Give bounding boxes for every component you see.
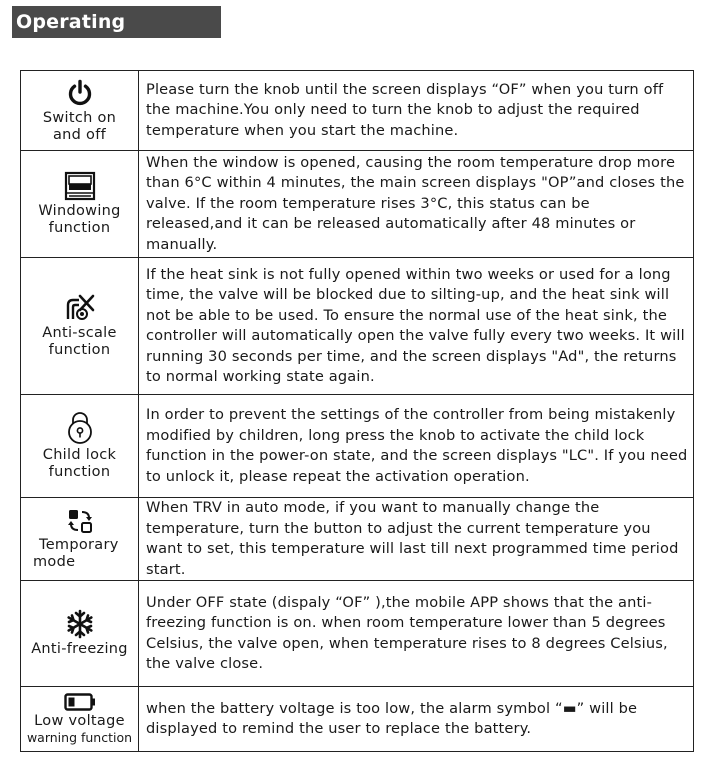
child-lock-icon — [65, 411, 95, 445]
window-icon — [64, 171, 96, 201]
feature-description: Under OFF state (dispaly “OF” ),the mobile APP shows that the anti-freezing function is on. when room temperature lower than 5 degrees Celsius, the valve open, when temperature rises to 8 degrees Celsius, the valve close. — [139, 581, 694, 687]
feature-name: Anti-scale function — [42, 325, 117, 358]
feature-name: Low voltage warning function — [26, 713, 133, 745]
feature-description: Please turn the knob until the screen displays “OF” when you turn off the machine.You only need to turn the knob to adjust the required temperature when you start the machine. — [139, 71, 694, 151]
page-title: Operating instruction — [12, 6, 221, 38]
power-icon — [65, 78, 95, 108]
feature-description: When TRV in auto mode, if you want to manually change the temperature, turn the button to adjust the current temperature you want to set, this temperature will last till next programmed time period start. — [139, 498, 694, 581]
feature-name: Anti-freezing — [31, 641, 128, 657]
table-row — [21, 498, 694, 581]
feature-label-cell — [21, 581, 139, 687]
low-battery-icon — [64, 693, 96, 711]
snowflake-icon — [65, 609, 95, 639]
table-row — [21, 151, 694, 258]
table-row — [21, 71, 694, 151]
instruction-table — [20, 70, 694, 752]
table-row — [21, 395, 694, 498]
feature-label-cell — [21, 498, 139, 581]
feature-description: when the battery voltage is too low, the alarm symbol “▬” will be displayed to remind the user to replace the battery. — [139, 687, 694, 752]
temporary-mode-icon — [66, 507, 94, 535]
feature-label-cell — [21, 687, 139, 752]
feature-description: When the window is opened, causing the room temperature drop more than 6°C within 4 minutes, the main screen displays "OP”and closes the valve. If the room temperature rises 3°C, this status can be released,and it can be released automatically after 48 minutes or manually. — [139, 151, 694, 258]
feature-label-cell — [21, 258, 139, 395]
feature-description: In order to prevent the settings of the controller from being mistakenly modified by children, long press the knob to activate the child lock function in the power-on state, and the screen displays "LC". If you need to unlock it, please repeat the activation operation. — [139, 395, 694, 498]
feature-name: Switch on and off — [42, 109, 117, 143]
table-row — [21, 687, 694, 752]
feature-name: Temporary mode — [33, 537, 119, 570]
feature-description: If the heat sink is not fully opened within two weeks or used for a long time, the valve will be blocked due to silting-up, and the heat sink will not be able to be used. To ensure the normal use of the heat sink, the controller will automatically open the valve fully every two weeks. It will running 30 seconds per time, and the screen displays "Ad", the returns to normal working state again. — [139, 258, 694, 395]
table-row — [21, 258, 694, 395]
anti-scale-icon — [64, 293, 96, 323]
feature-label-cell — [21, 151, 139, 258]
feature-label-cell — [21, 395, 139, 498]
table-row — [21, 581, 694, 687]
feature-name: Windowing function — [38, 203, 121, 236]
feature-label-cell — [21, 71, 139, 151]
feature-name: Child lock function — [42, 447, 117, 480]
